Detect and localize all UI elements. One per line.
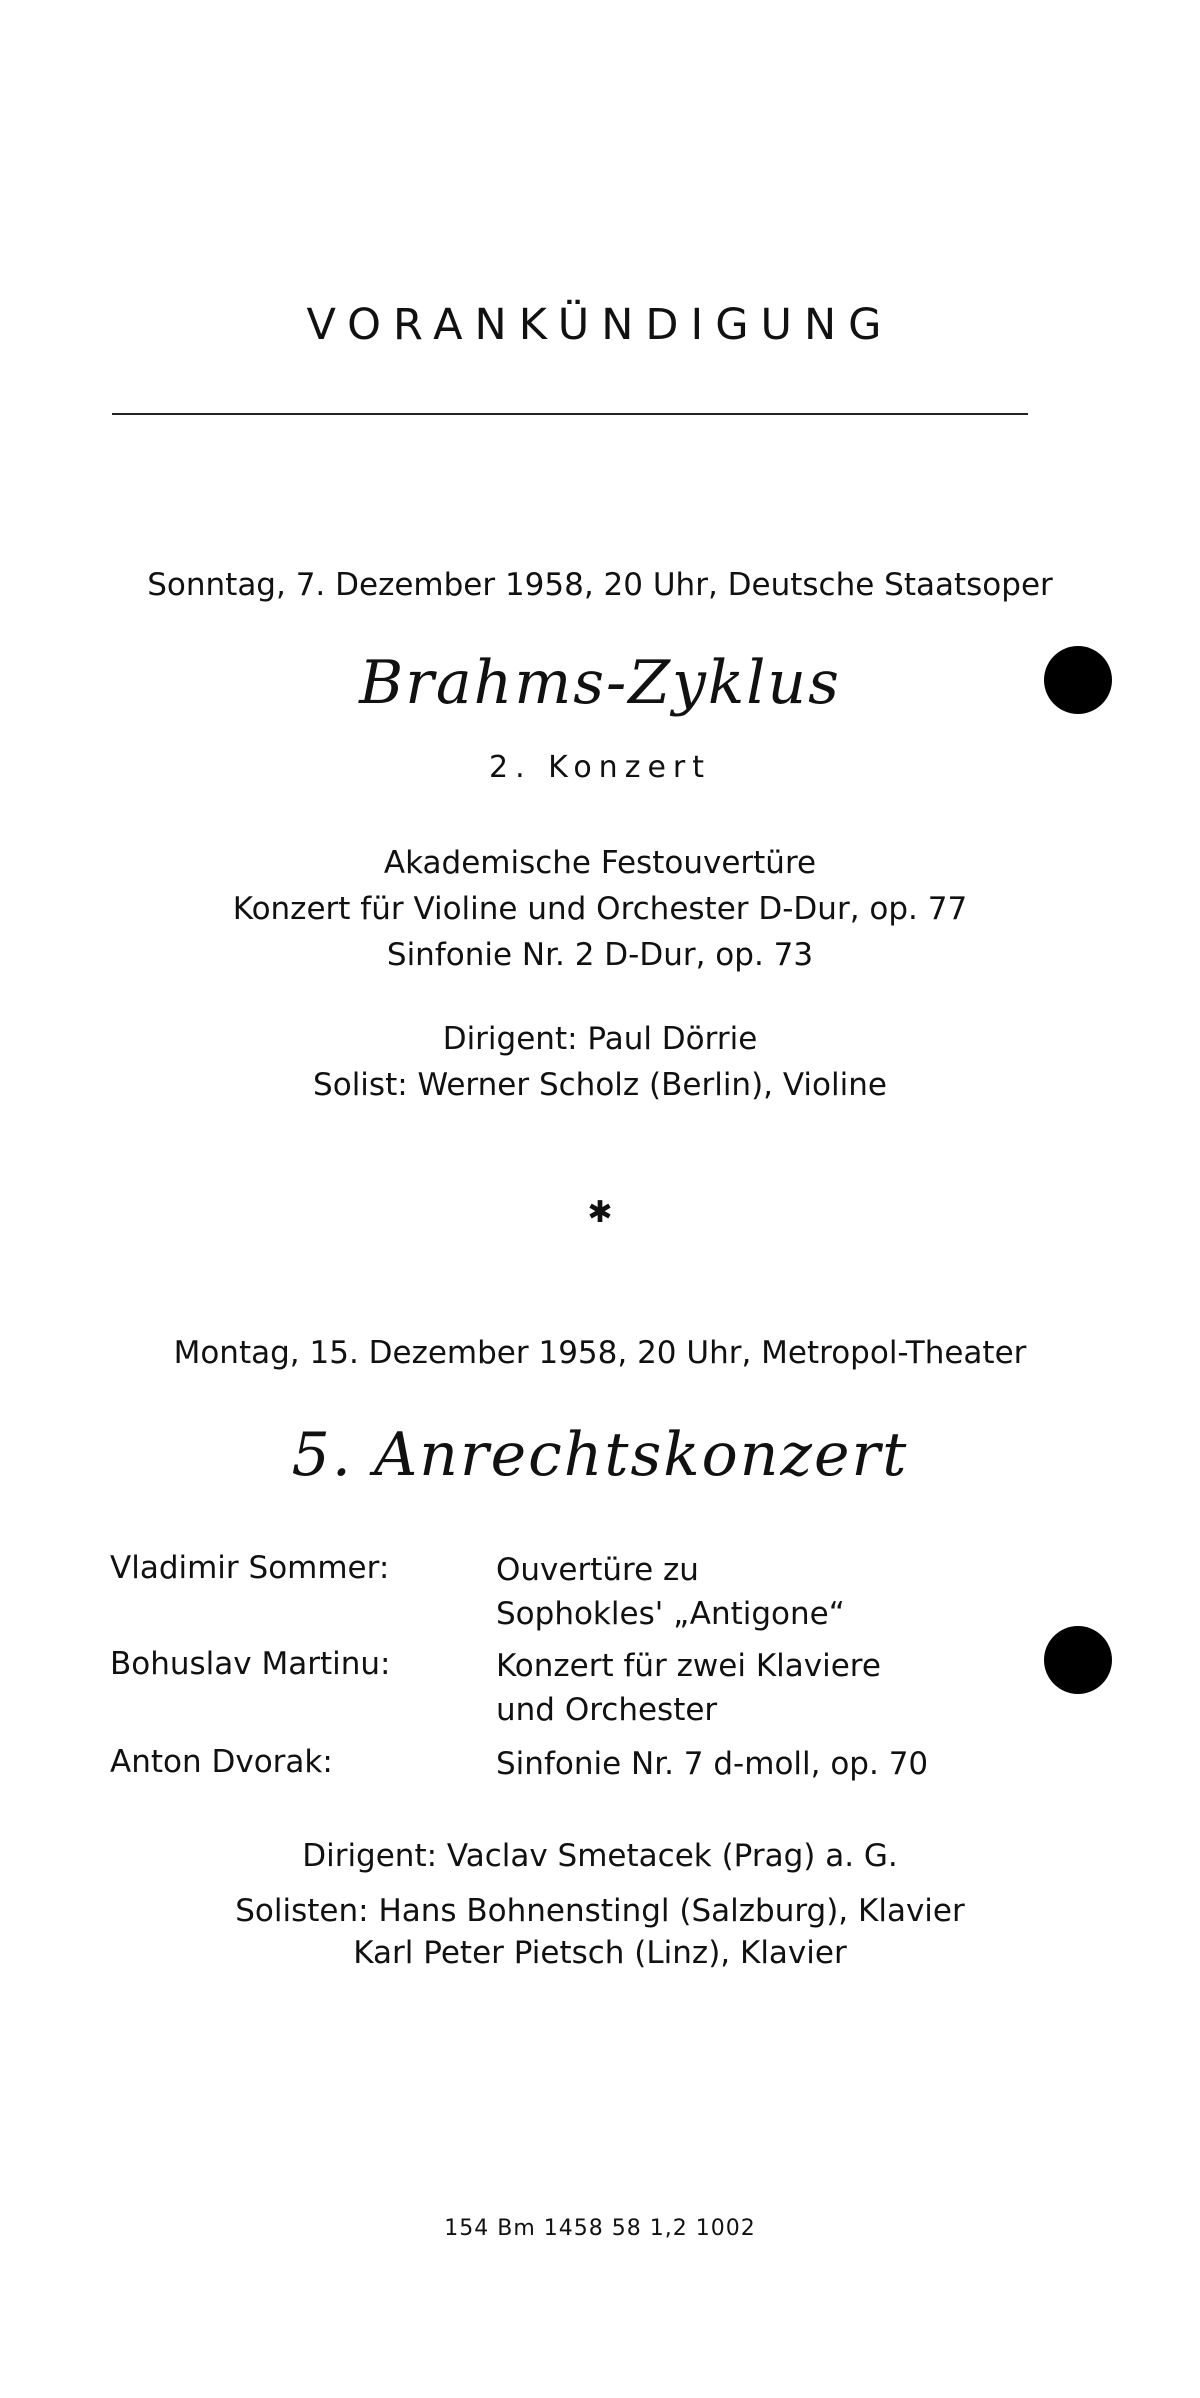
event2-work-line: Ouvertüre zu xyxy=(496,1552,699,1588)
section-separator: ✱ xyxy=(587,1195,613,1230)
event2-composer: Anton Dvorak: xyxy=(110,1744,333,1780)
event2-soloists: Solisten: Hans Bohnenstingl (Salzburg), Klavier xyxy=(235,1893,965,1929)
event2-composer: Bohuslav Martinu: xyxy=(110,1646,391,1682)
event2-composer: Vladimir Sommer: xyxy=(110,1550,390,1586)
event1-program-item: Konzert für Violine und Orchester D-Dur, op. 77 xyxy=(232,891,968,927)
event2-work-line: Sophokles' „Antigone“ xyxy=(496,1596,845,1632)
event1-program-item: Sinfonie Nr. 2 D-Dur, op. 73 xyxy=(386,937,814,973)
event2-work-line: Sinfonie Nr. 7 d-moll, op. 70 xyxy=(496,1746,929,1782)
event1-subtitle: 2. Konzert xyxy=(488,750,711,785)
print-code-footer: 154 Bm 1458 58 1,2 1002 xyxy=(444,2216,756,2241)
event2-work xyxy=(496,1548,845,1636)
event2-work xyxy=(496,1644,881,1732)
event1-program-item: Akademische Festouvertüre xyxy=(383,845,817,881)
event1-soloist: Solist: Werner Scholz (Berlin), Violine xyxy=(313,1067,887,1103)
event2-title: 5. Anrechtskonzert xyxy=(291,1420,909,1490)
event2-dateline: Montag, 15. Dezember 1958, 20 Uhr, Metropol-Theater xyxy=(173,1335,1027,1371)
event1-conductor: Dirigent: Paul Dörrie xyxy=(442,1021,758,1057)
heading-divider xyxy=(112,413,1028,415)
event1-dateline: Sonntag, 7. Dezember 1958, 20 Uhr, Deutsche Staatsoper xyxy=(147,567,1053,603)
punch-hole-bottom xyxy=(1044,1626,1112,1694)
event2-work-line: und Orchester xyxy=(496,1692,718,1728)
event2-soloists: Karl Peter Pietsch (Linz), Klavier xyxy=(353,1935,847,1971)
event2-work xyxy=(496,1742,928,1786)
event1-title: Brahms-Zyklus xyxy=(359,648,841,718)
page-heading: VORANKÜNDIGUNG xyxy=(306,300,894,350)
event2-work-line: Konzert für zwei Klaviere xyxy=(496,1648,881,1684)
event2-conductor: Dirigent: Vaclav Smetacek (Prag) a. G. xyxy=(302,1838,898,1874)
